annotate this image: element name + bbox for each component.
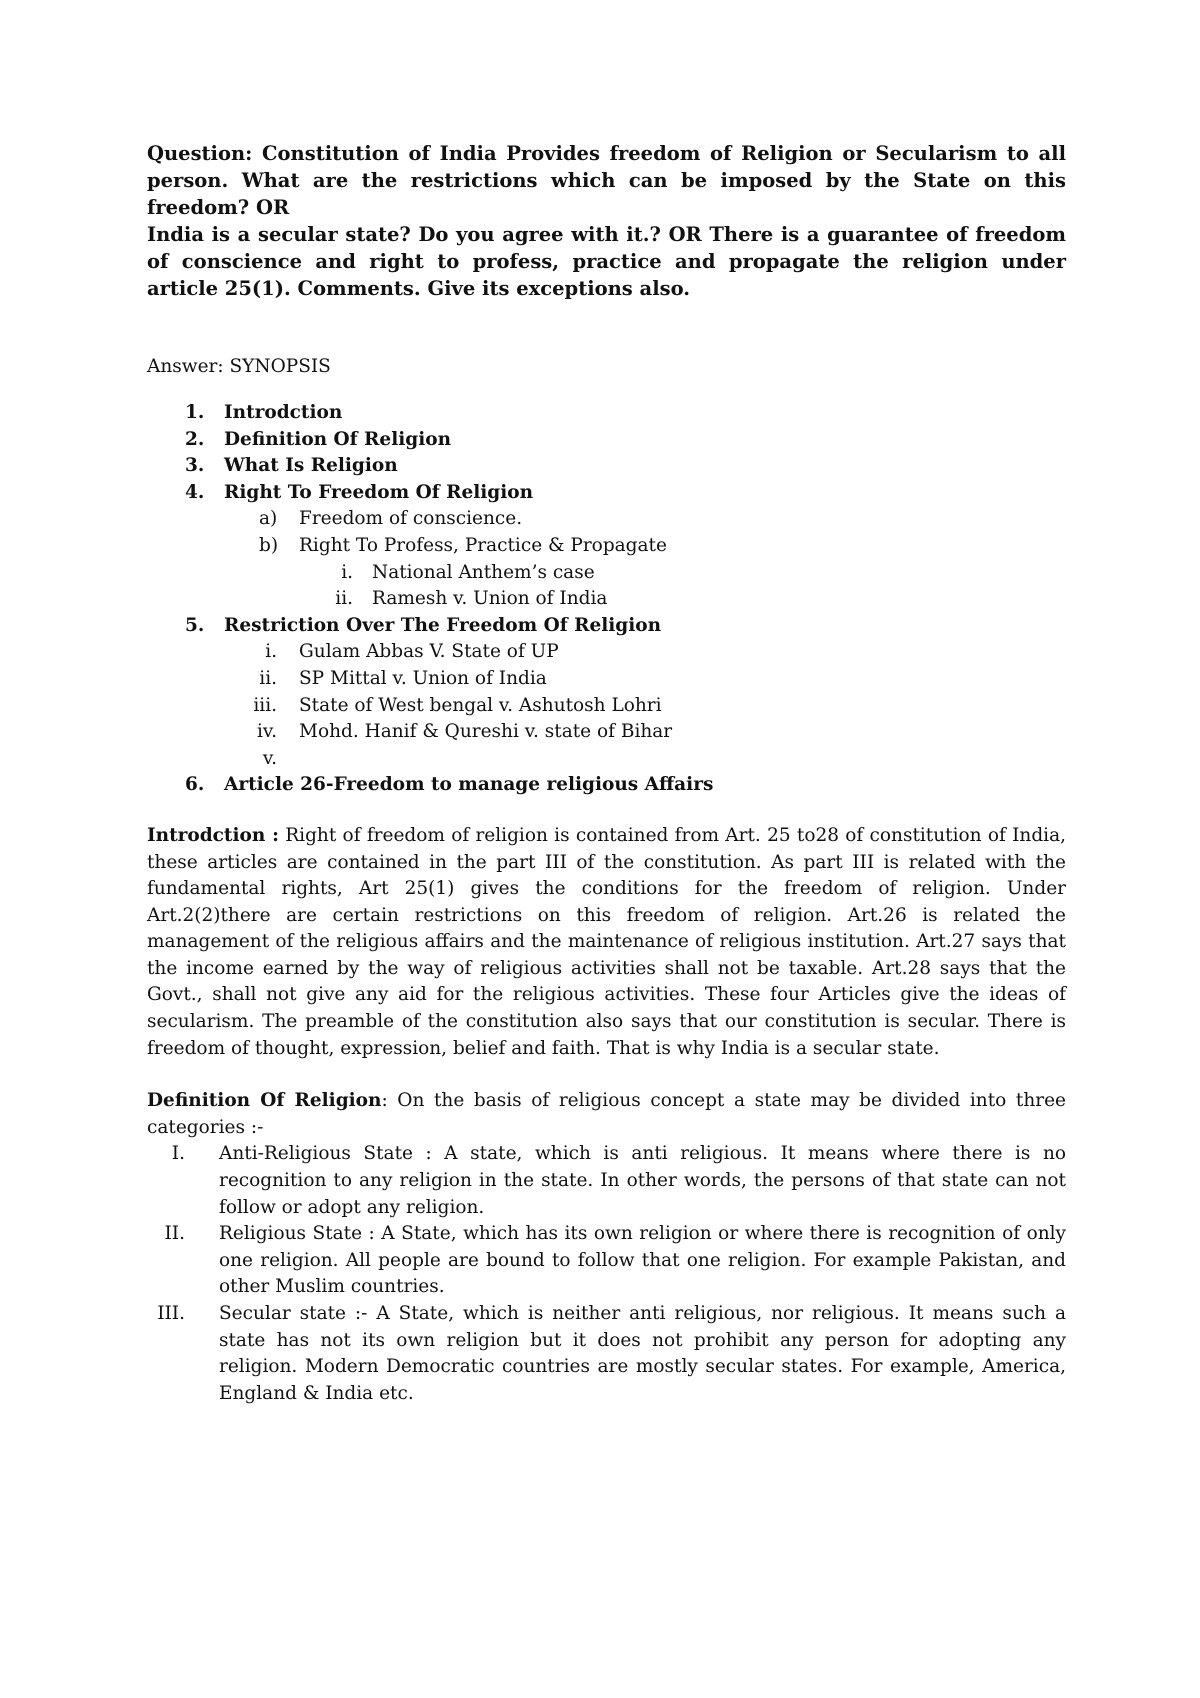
- list-text: Secular state :- A State, which is neither anti religious, nor religious. It means such a state has not its own religion but it does not prohibit any person for adopting any religion. Modern Democratic countries are mostly secular states. For example, America, England & India etc.: [219, 1303, 1066, 1404]
- list-number: b): [259, 534, 279, 556]
- list-label: Ramesh v. Union of India: [372, 588, 608, 610]
- list-number: iv.: [256, 721, 277, 743]
- list-item: [147, 1221, 1066, 1301]
- list-label: Right To Freedom Of Religion: [224, 481, 534, 503]
- synopsis-case-item: [147, 560, 1066, 587]
- list-number: ii.: [259, 667, 277, 689]
- list-number: II.: [164, 1223, 185, 1245]
- synopsis-case-item: [147, 586, 1066, 613]
- list-label: Gulam Abbas V. State of UP: [299, 641, 559, 663]
- synopsis-item: [147, 427, 1066, 454]
- synopsis-case-item: [147, 666, 1066, 693]
- list-number: III.: [157, 1303, 185, 1324]
- synopsis-subitem: [147, 506, 1066, 533]
- synopsis-case-item: [147, 746, 1066, 773]
- list-item: [147, 1301, 1066, 1407]
- list-number: i.: [341, 561, 353, 583]
- question-text: Question: Constitution of India Provides freedom of Religion or Secularism to all person. What are the restrictions which can be imposed by the State on this freedom? OR: [147, 142, 1066, 219]
- question-block: [147, 140, 1066, 302]
- definition-body: : On the basis of religious concept a state may be divided into three categories :-: [147, 1090, 1066, 1138]
- list-label: [299, 748, 305, 769]
- synopsis-case-item: [147, 639, 1066, 666]
- list-label: State of West bengal v. Ashutosh Lohri: [299, 694, 662, 716]
- synopsis-item: [147, 400, 1066, 427]
- definition-title: Definition Of Religion: [147, 1090, 382, 1112]
- list-number: I.: [171, 1143, 185, 1165]
- list-number: iii.: [253, 694, 277, 716]
- list-label: Freedom of conscience.: [299, 508, 523, 530]
- synopsis-list: [147, 400, 1066, 799]
- list-label: National Anthem’s case: [372, 561, 595, 583]
- list-number: 6.: [185, 774, 205, 796]
- list-label: What Is Religion: [224, 455, 398, 477]
- list-label: Right To Profess, Practice & Propagate: [299, 534, 667, 556]
- answer-heading: Answer: SYNOPSIS: [147, 356, 331, 377]
- list-label: Definition Of Religion: [224, 428, 452, 450]
- introduction-paragraph: [147, 823, 1066, 1062]
- list-number: ii.: [335, 588, 353, 610]
- list-number: 4.: [185, 481, 205, 503]
- introduction-body: Right of freedom of religion is contained from Art. 25 to28 of constitution of India, these articles are contained in the part III of the constitution. As part III is related with the fundamental rights, Art 25(1) gives the conditions for the freedom of religion. Under Art.2(2)there are certain restrictions on this freedom of religion. Art.26 is related the management of the religious affairs and the maintenance of religious institution. Art.27 says that the income earned by the way of religious activities shall not be taxable. Art.28 says that the Govt., shall not give any aid for the religious activities. These four Articles give the ideas of secularism. The preamble of the constitution also says that our constitution is secular. There is freedom of thought, expression, belief and faith. That is why India is a secular state.: [147, 824, 1066, 1059]
- question-alternative: India is a secular state? Do you agree with it.? OR There is a guarantee of freedom of conscience and right to profess, practice and propagate the religion under article 25(1). Comments. Give its exceptions also.: [147, 223, 1066, 300]
- list-label: Mohd. Hanif & Qureshi v. state of Bihar: [299, 721, 673, 743]
- synopsis-item: [147, 613, 1066, 640]
- synopsis-subitem: [147, 533, 1066, 560]
- list-number: 1.: [185, 402, 205, 423]
- synopsis-item: [147, 480, 1066, 507]
- list-text: Religious State : A State, which has its own religion or where there is recognition of only one religion. All people are bound to follow that one religion. For example Pakistan, and other Muslim countries.: [219, 1223, 1066, 1298]
- synopsis-case-item: [147, 693, 1066, 720]
- synopsis-item: [147, 453, 1066, 480]
- list-number: 2.: [185, 428, 205, 450]
- list-number: a): [259, 508, 278, 530]
- definition-paragraph: [147, 1088, 1066, 1141]
- list-label: Article 26-Freedom to manage religious Affairs: [224, 774, 714, 796]
- synopsis-case-item: [147, 719, 1066, 746]
- list-number: i.: [265, 641, 277, 663]
- list-label: SP Mittal v. Union of India: [299, 667, 547, 689]
- list-text: Anti-Religious State : A state, which is anti religious. It means where there is no recognition to any religion in the state. In other words, the persons of that state can not follow or adopt any religion.: [219, 1143, 1066, 1218]
- list-number: v.: [262, 747, 277, 769]
- introduction-title: Introdction :: [147, 824, 279, 846]
- list-item: [147, 1141, 1066, 1221]
- state-categories-list: [147, 1141, 1066, 1407]
- list-number: 3.: [185, 455, 205, 477]
- list-label: Restriction Over The Freedom Of Religion: [224, 614, 662, 636]
- list-label: Introdction: [224, 402, 343, 423]
- list-number: 5.: [185, 614, 205, 636]
- synopsis-item: [147, 772, 1066, 799]
